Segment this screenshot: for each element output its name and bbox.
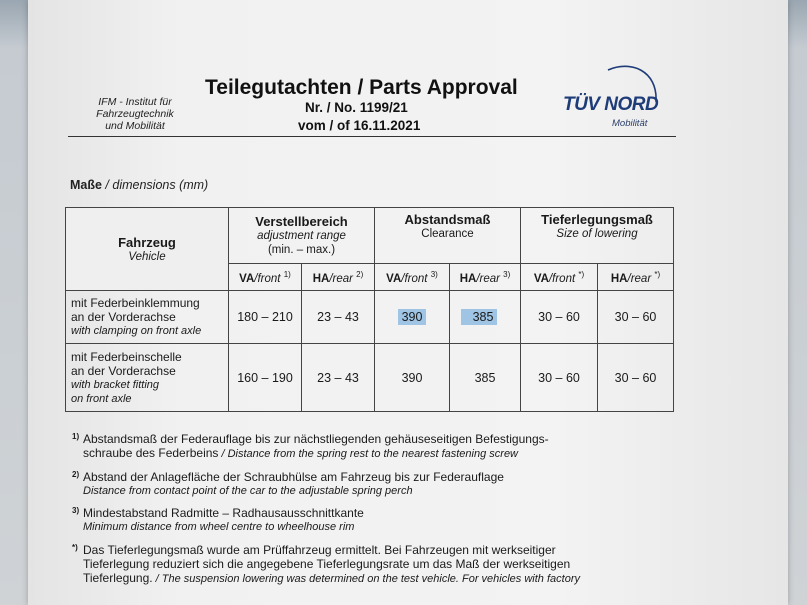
- row-label-de: an der Vorderachse: [71, 310, 176, 324]
- tuv-nord-logo: TÜV NORD: [563, 94, 659, 115]
- group-header-en: Clearance: [421, 228, 474, 240]
- vehicle-header-en: Vehicle: [128, 250, 166, 263]
- row-label-de: an der Vorderachse: [71, 363, 176, 378]
- table-cell: 160 – 190: [229, 344, 302, 412]
- subheader-ha: HA/rear *): [598, 264, 674, 291]
- document-title: Teilegutachten / Parts Approval: [205, 76, 518, 99]
- group-header-de: Verstellbereich: [255, 214, 348, 229]
- header-divider: [68, 136, 676, 137]
- row-label-de: mit Federbeinklemmung: [71, 296, 200, 310]
- subheader-ha: HA/rear $^{3)}$: [450, 264, 521, 291]
- table-cell: [375, 291, 450, 344]
- row-label: [66, 344, 229, 412]
- group-header-extra: (min. – max.): [267, 244, 336, 256]
- subheader-va: VA/front $^{1)}$: [229, 264, 302, 291]
- footnote-text-en: Distance from contact point of the car to the adjustable spring perch: [83, 485, 413, 497]
- table-cell: 30 – 60: [598, 291, 674, 344]
- highlighted-value: 390: [398, 309, 427, 325]
- row-label: [66, 291, 229, 344]
- footnote: [72, 506, 672, 534]
- institute-name: [80, 96, 190, 132]
- logo-subtitle: Mobilität: [612, 118, 648, 129]
- table-cell: 30 – 60: [521, 344, 598, 412]
- table-cell: 390: [375, 344, 450, 412]
- table-row: [66, 291, 674, 344]
- row-label-de: mit Federbeinschelle: [71, 349, 182, 364]
- subheader-va: VA/front $^{3)}$: [375, 264, 450, 291]
- row-label-en: on front axle: [71, 392, 132, 405]
- clearance-header: [375, 208, 521, 264]
- footnote-text-de: Abstand der Anlagefläche der Schraubhülse am Fahrzeug bis zur Federauflage: [83, 470, 504, 484]
- footnote-mark: 1): [72, 432, 80, 441]
- highlighted-value: 385: [461, 309, 498, 325]
- table-cell: 23 – 43: [302, 291, 375, 344]
- table-cell: 23 – 43: [302, 344, 375, 412]
- footnote: [72, 470, 672, 498]
- table-cell: 385: [450, 344, 521, 412]
- table-cell: 180 – 210: [229, 291, 302, 344]
- dimensions-label-en: / dimensions (mm): [101, 178, 209, 192]
- lowering-header: [521, 208, 674, 264]
- table-cell: [450, 291, 521, 344]
- row-label-en: with bracket fitting: [71, 378, 160, 391]
- subheader-ha: HA/rear $^{2)}$: [302, 264, 375, 291]
- dimensions-label: [70, 178, 208, 192]
- table-cell: 30 – 60: [521, 291, 598, 344]
- footnote-text-de: Abstandsmaß der Federauflage bis zur nächstliegenden gehäuseseitigen Befestigungs- schraube des Federbeins: [83, 432, 549, 460]
- group-header-de: Tieferlegungsmaß: [541, 212, 653, 227]
- vehicle-header-de: Fahrzeug: [118, 234, 176, 250]
- document-date: vom / of 16.11.2021: [298, 118, 421, 133]
- institute-line: Fahrzeugtechnik: [96, 108, 174, 120]
- table-row: [66, 344, 674, 412]
- vehicle-column-header: [66, 208, 229, 291]
- document-number: Nr. / No. 1199/21: [305, 100, 408, 115]
- footnote-mark: 3): [72, 506, 80, 515]
- group-header-en: adjustment range: [257, 230, 346, 242]
- group-header-de: Abstandsmaß: [404, 212, 491, 227]
- footnote-mark: *): [72, 543, 78, 552]
- footnote-text-de: Das Tieferlegungsmaß wurde am Prüffahrzeug ermittelt. Bei Fahrzeugen mit werkseitiger Tieferlegung reduziert sich die angegebene Tieferlegungsrate um das Maß der werkseitigen Tieferlegung.: [83, 543, 571, 585]
- dimensions-table: [65, 207, 674, 412]
- dimensions-label-de: Maße: [70, 178, 102, 192]
- footnote: [72, 432, 672, 461]
- footnote-mark: 2): [72, 470, 80, 479]
- subheader-va: VA/front *): [521, 264, 598, 291]
- adjustment-range-header: [229, 208, 375, 264]
- footnote: [72, 543, 672, 586]
- institute-line: IFM - Institut für: [98, 96, 172, 108]
- footnote-text-en: / Distance from the spring rest to the nearest fastening screw: [218, 448, 519, 460]
- table-cell: 30 – 60: [598, 344, 674, 412]
- group-header-en: Size of lowering: [556, 228, 638, 240]
- footnote-text-en: / The suspension lowering was determined on the test vehicle. For vehicles with factory: [152, 573, 580, 585]
- footnote-text-de: Mindestabstand Radmitte – Radhausausschnittkante: [83, 506, 364, 520]
- row-label-en: with clamping on front axle: [71, 325, 202, 337]
- footnote-text-en: Minimum distance from wheel centre to wheelhouse rim: [83, 521, 355, 533]
- institute-line: und Mobilität: [105, 120, 165, 132]
